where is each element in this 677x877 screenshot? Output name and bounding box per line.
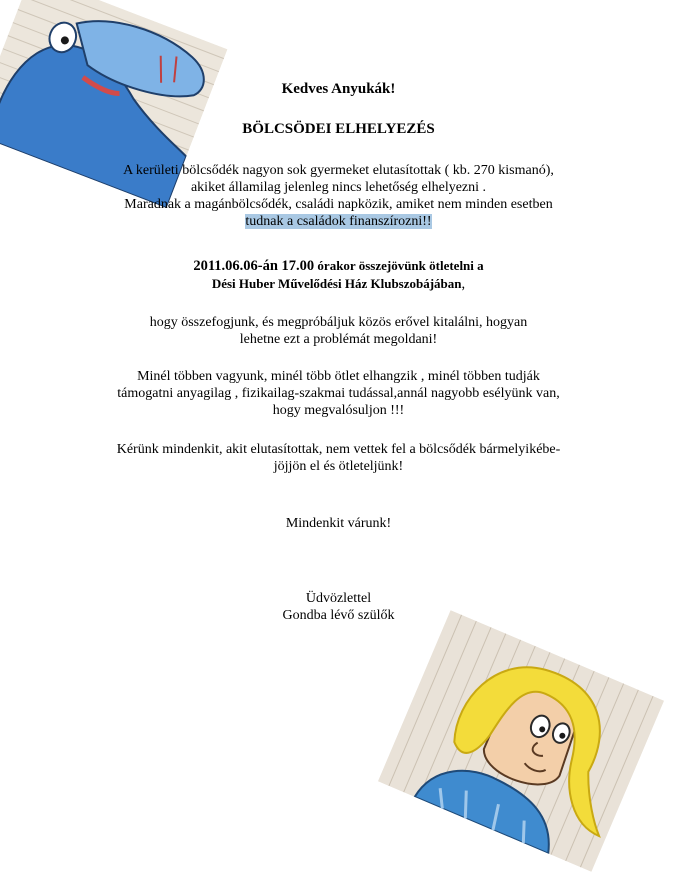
closing-block [0, 590, 677, 624]
meeting-line-2 [0, 275, 677, 293]
paragraph-support-line-1: Minél többen vagyunk, minél több ötlet elhangzik , minél többen tudják [137, 369, 540, 384]
invite-block [0, 515, 677, 532]
meeting-line-1 [0, 257, 677, 275]
girl-drawing [378, 610, 664, 872]
intro-line-2: akiket államilag jelenleg nincs lehetőség elhelyezni . [190, 180, 487, 195]
closing-signature: Gondba lévő szülők [282, 608, 395, 623]
meeting-venue: Dési Huber Művelődési Ház Klubszobájában [211, 276, 462, 291]
intro-line-1: A kerületi bölcsődék nagyon sok gyermeket elutasítottak ( kb. 270 kismanó), [123, 163, 554, 178]
paragraph-request [0, 441, 677, 475]
closing-salutation: Üdvözlettel [305, 591, 372, 606]
paragraph-request-line-1: Kérünk mindenkit, akit elutasítottak, nem vettek fel a bölcsődék bármelyikébe- [116, 442, 561, 457]
meeting-venue-suffix: , [461, 276, 466, 292]
intro-line-3: Maradnak a magánbölcsődék, családi napközik, amiket nem minden esetben [124, 197, 553, 212]
page-title: BÖLCSÖDEI ELHELYEZÉS [242, 121, 435, 137]
greeting: Kedves Anyukák! [281, 81, 396, 97]
paragraph-support-line-2: támogatni anyagilag , fizikailag-szakmai tudással,annál nagyobb esélyünk van, [117, 386, 560, 401]
invite-text: Mindenkit várunk! [285, 516, 392, 531]
girl-illustration [378, 610, 664, 872]
heading-block [0, 121, 677, 138]
paragraph-goal-line-1: hogy összefogjunk, és megpróbáljuk közös erővel kitalálni, hogyan [149, 315, 528, 330]
paragraph-goal [0, 314, 677, 348]
paragraph-support-line-3: hogy megvalósuljon !!! [272, 403, 405, 418]
highlighted-text: tudnak a családok finanszírozni!! [245, 214, 432, 229]
meeting-date-time: 2011.06.06-án 17.00 [193, 258, 315, 274]
greeting-block [0, 81, 677, 98]
paragraph-request-line-2: jöjjön el és ötleteljünk! [273, 459, 404, 474]
paragraph-support [0, 368, 677, 419]
paragraph-goal-line-2: lehetne ezt a problémát megoldani! [239, 332, 438, 347]
meeting-info [0, 257, 677, 293]
intro-line-4 [0, 213, 677, 230]
meeting-line-1-rest: órakor összejövünk ötletelni a [314, 258, 484, 273]
intro-paragraph [0, 162, 677, 230]
